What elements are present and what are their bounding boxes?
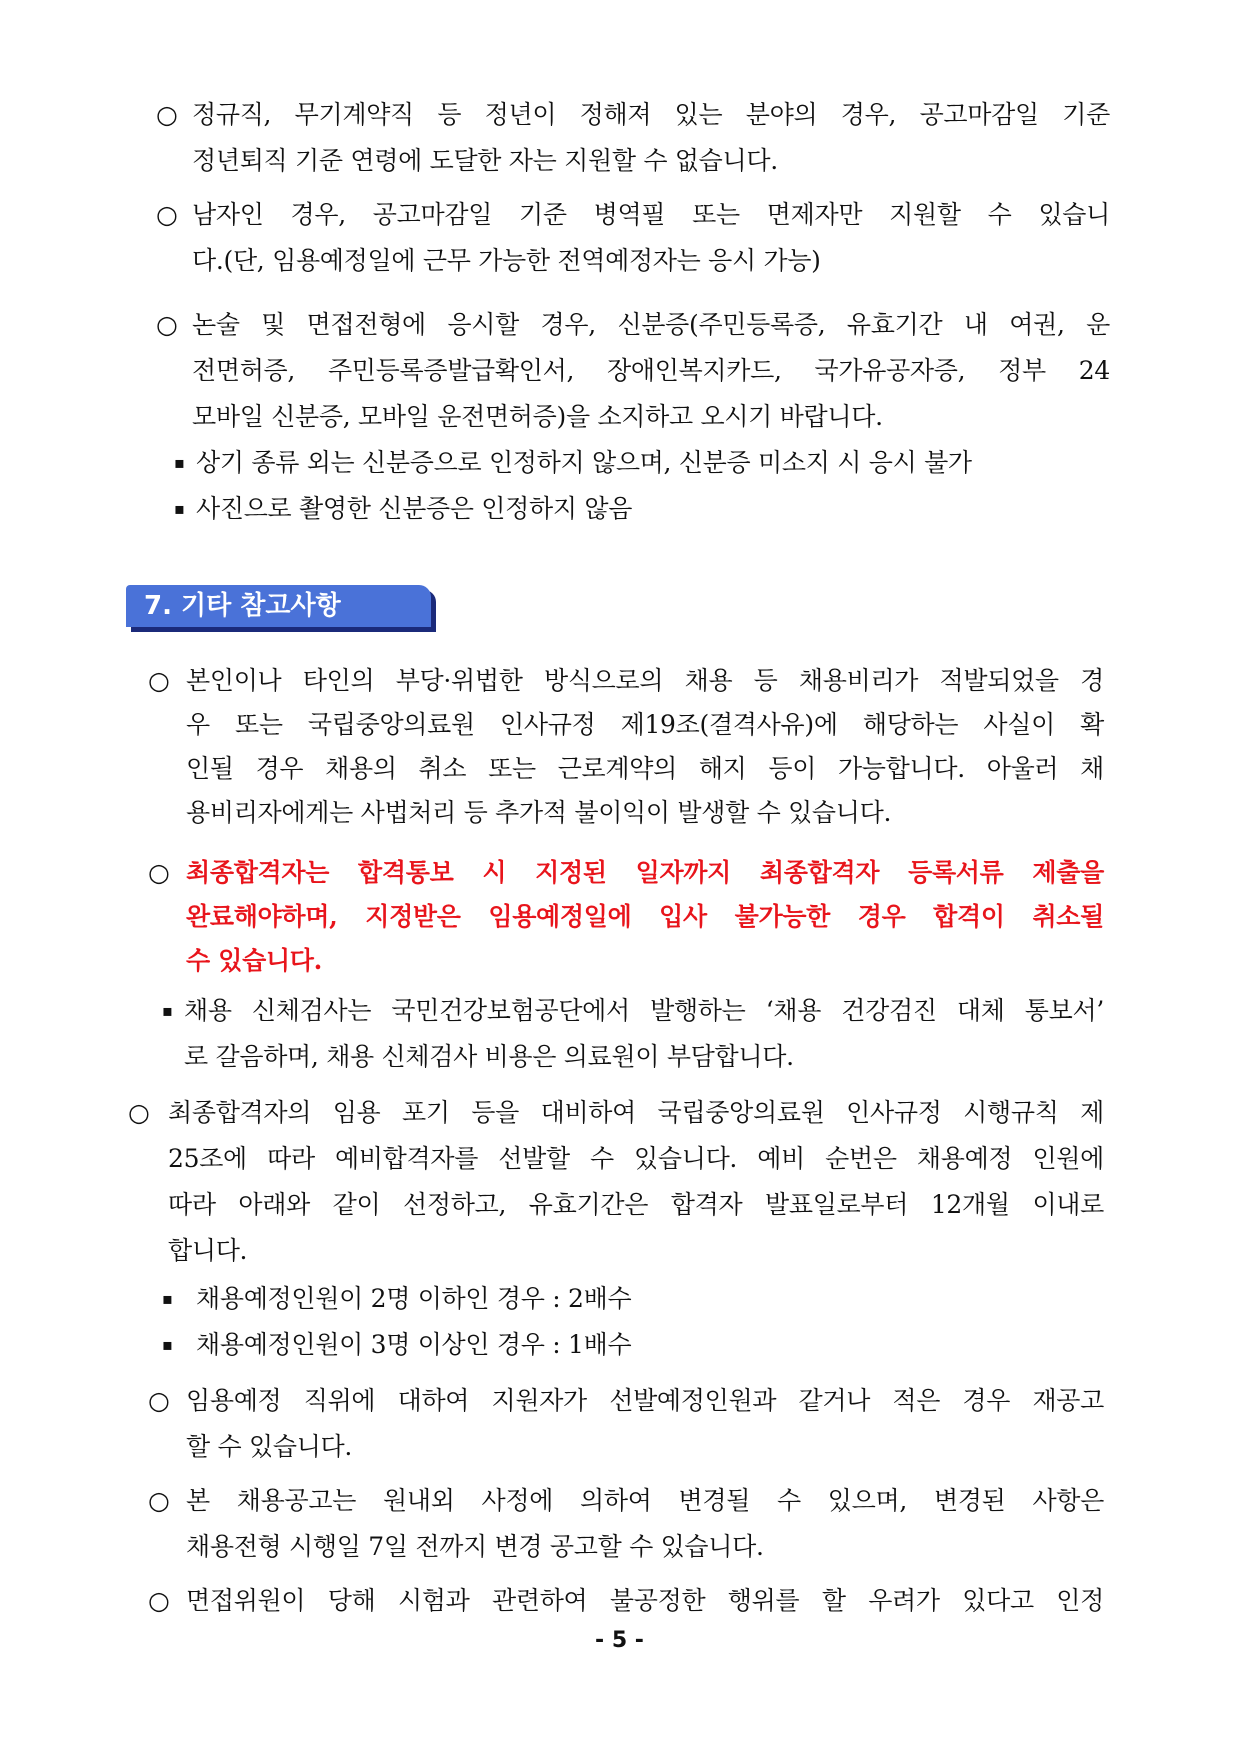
circle-bullet: ○: [148, 666, 170, 695]
text-line: 다.(단, 임용예정일에 근무 가능한 전역예정자는 응시 가능): [192, 246, 821, 275]
circle-bullet: ○: [148, 858, 170, 887]
square-bullet: ▪: [162, 1001, 173, 1020]
page-number: - 5 -: [595, 1628, 644, 1653]
text-line: 인될 경우 채용의 취소 또는 근로계약의 해지 등이 가능합니다. 아울러 채: [186, 754, 1104, 783]
text-line: 채용예정인원이 3명 이상인 경우 : 1배수: [196, 1330, 632, 1359]
text-line: 최종합격자는 합격통보 시 지정된 일자까지 최종합격자 등록서류 제출을: [186, 858, 1104, 887]
text-line: 따라 아래와 같이 선정하고, 유효기간은 합격자 발표일로부터 12개월 이내로: [168, 1190, 1104, 1219]
text-line: 25조에 따라 예비합격자를 선발할 수 있습니다. 예비 순번은 채용예정 인원에: [168, 1144, 1104, 1173]
circle-bullet: ○: [148, 1386, 170, 1415]
text-line: 수 있습니다.: [186, 946, 323, 975]
text-line: 채용예정인원이 2명 이하인 경우 : 2배수: [196, 1284, 632, 1313]
text-line: 최종합격자의 임용 포기 등을 대비하여 국립중앙의료원 인사규정 시행규칙 제: [168, 1098, 1104, 1127]
text-line: 채용 신체검사는 국민건강보험공단에서 발행하는 ‘채용 건강검진 대체 통보서’: [184, 996, 1104, 1025]
text-line: 임용예정 직위에 대하여 지원자가 선발예정인원과 같거나 적은 경우 재공고: [186, 1386, 1104, 1415]
text-line: 할 수 있습니다.: [186, 1432, 353, 1461]
text-line: 로 갈음하며, 채용 신체검사 비용은 의료원이 부담합니다.: [184, 1042, 794, 1071]
square-bullet: ▪: [162, 1335, 173, 1354]
text-line: 전면허증, 주민등록증발급확인서, 장애인복지카드, 국가유공자증, 정부 24: [192, 356, 1110, 385]
square-bullet: ▪: [174, 499, 185, 518]
text-line: 채용전형 시행일 7일 전까지 변경 공고할 수 있습니다.: [186, 1532, 764, 1561]
text-line: 정규직, 무기계약직 등 정년이 정해져 있는 분야의 경우, 공고마감일 기준: [192, 100, 1110, 129]
square-bullet: ▪: [162, 1289, 173, 1308]
circle-bullet: ○: [148, 1586, 170, 1615]
text-line: 모바일 신분증, 모바일 운전면허증)을 소지하고 오시기 바랍니다.: [192, 402, 883, 431]
circle-bullet: ○: [148, 1486, 170, 1515]
text-line: 논술 및 면접전형에 응시할 경우, 신분증(주민등록증, 유효기간 내 여권, 운: [192, 310, 1110, 339]
text-line: 상기 종류 외는 신분증으로 인정하지 않으며, 신분증 미소지 시 응시 불가: [196, 448, 972, 477]
circle-bullet: ○: [156, 100, 178, 129]
text-line: 남자인 경우, 공고마감일 기준 병역필 또는 면제자만 지원할 수 있습니: [192, 200, 1110, 229]
text-line: 우 또는 국립중앙의료원 인사규정 제19조(결격사유)에 해당하는 사실이 확: [186, 710, 1104, 739]
text-line: 본 채용공고는 원내외 사정에 의하여 변경될 수 있으며, 변경된 사항은: [186, 1486, 1104, 1515]
text-line: 본인이나 타인의 부당·위법한 방식으로의 채용 등 채용비리가 적발되었을 경: [186, 666, 1104, 695]
text-line: 정년퇴직 기준 연령에 도달한 자는 지원할 수 없습니다.: [192, 146, 778, 175]
circle-bullet: ○: [156, 310, 178, 339]
text-line: 용비리자에게는 사법처리 등 추가적 불이익이 발생할 수 있습니다.: [186, 798, 892, 827]
text-line: 면접위원이 당해 시험과 관련하여 불공정한 행위를 할 우려가 있다고 인정: [186, 1586, 1104, 1615]
square-bullet: ▪: [174, 453, 185, 472]
circle-bullet: ○: [128, 1098, 150, 1127]
text-line: 사진으로 촬영한 신분증은 인정하지 않음: [196, 494, 633, 523]
circle-bullet: ○: [156, 200, 178, 229]
text-line: 완료해야하며, 지정받은 임용예정일에 입사 불가능한 경우 합격이 취소될: [186, 902, 1104, 931]
text-line: 합니다.: [168, 1236, 248, 1265]
section-heading: 7. 기타 참고사항: [126, 585, 431, 627]
